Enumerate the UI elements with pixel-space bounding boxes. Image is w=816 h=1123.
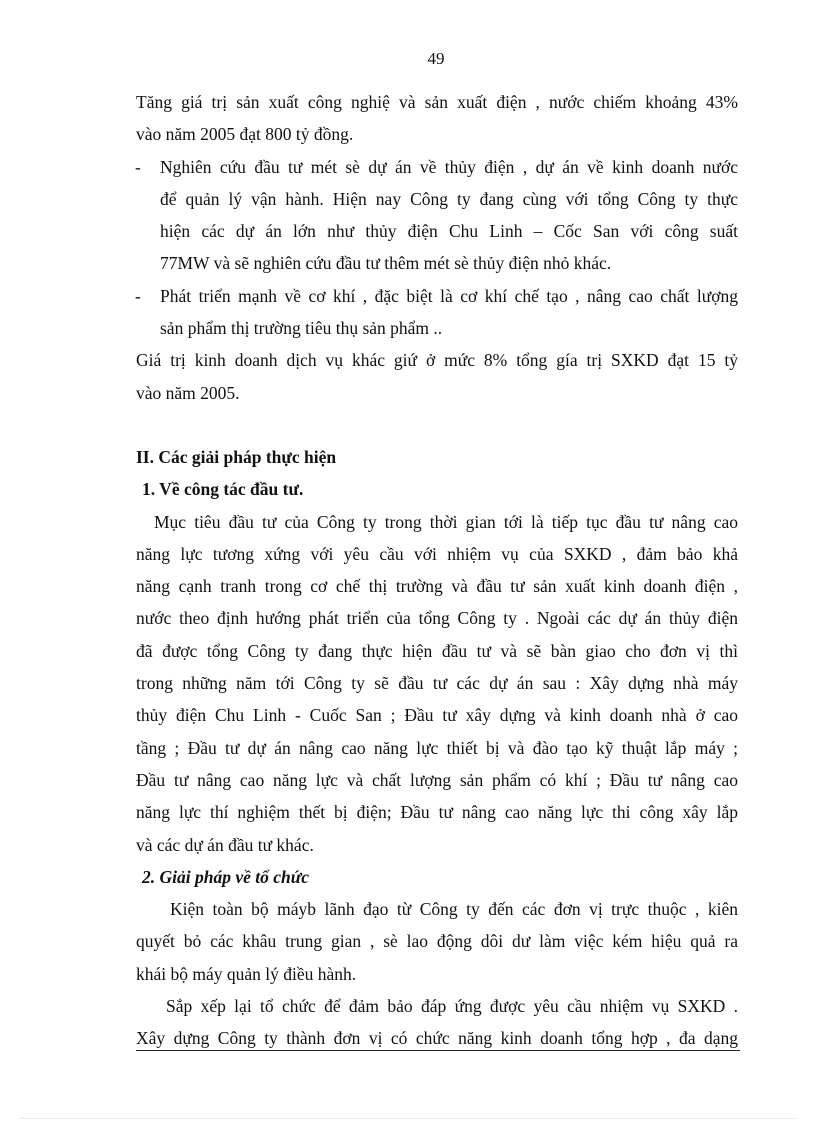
text-line: Mục tiêu đầu tư của Công ty trong thời gian tới là tiếp tục đầu tư nâng cao	[154, 511, 738, 532]
text-line: Giá trị kinh doanh dịch vụ khác giứ ở mức 8% tổng gía trị SXKD đạt 15 tỷ	[136, 350, 738, 371]
text-line: vào năm 2005 đạt 800 tỷ đồng.	[136, 124, 354, 145]
spacer	[136, 409, 738, 441]
paragraph-investment-goals	[136, 506, 738, 861]
bullet-mechanical-development	[136, 280, 738, 345]
paragraph-other-services	[136, 344, 738, 409]
text-line: Xây dựng Công ty thành đơn vị có chức năng kinh doanh tổng hợp , đa dạng	[136, 1028, 738, 1049]
text-line: Tăng giá trị sản xuất công nghiệ và sản xuất điện , nước chiếm khoảng 43%	[136, 92, 738, 112]
text-line: sản phẩm thị trường tiêu thụ sản phẩm ..	[160, 318, 443, 339]
text-line: năng cạnh tranh trong cơ chế thị trường và đầu tư sản xuất kinh doanh điện ,	[136, 576, 738, 597]
text-line: tầng ; Đầu tư dự án nâng cao năng lực thiết bị và đào tạo kỹ thuật lắp máy ;	[136, 737, 738, 758]
text-line: Đầu tư nâng cao năng lực và chất lượng sản phẩm có khí ; Đầu tư nâng cao	[136, 769, 738, 790]
paragraph-reorganization	[136, 990, 738, 1055]
section-heading-solutions: II. Các giải pháp thực hiện	[136, 446, 337, 467]
text-line: trong những năm tới Công ty sẽ đầu tư các dự án sau : Xây dựng nhà máy	[136, 673, 738, 694]
text-line: Nghiên cứu đầu tư mét sè dự án về thủy điện , dự án về kinh doanh nước	[160, 156, 738, 177]
document-body	[136, 86, 738, 1055]
subheading-organization: 2. Giải pháp về tổ chức	[142, 866, 309, 887]
text-line: vào năm 2005.	[136, 382, 240, 403]
subheading-investment: 1. Về công tác đầu tư.	[142, 479, 304, 500]
text-line: và các dự án đầu tư khác.	[136, 834, 314, 855]
paragraph-industrial-value	[136, 86, 738, 151]
footer-rule	[136, 1050, 740, 1051]
paragraph-leadership-restructure	[136, 893, 738, 990]
bullet-hydropower-research	[136, 151, 738, 280]
text-line: đã được tổng Công ty đang thực hiện đầu tư và sẽ bàn giao cho đơn vị thì	[136, 640, 738, 661]
text-line: Sắp xếp lại tổ chức để đảm bảo đáp ứng được yêu cầu nhiệm vụ SXKD .	[166, 996, 738, 1017]
page-bottom-border	[20, 1118, 796, 1119]
text-line: để quản lý vận hành. Hiện nay Công ty đang cùng với tổng Công ty thực	[160, 188, 738, 209]
bullet-dash: -	[135, 156, 141, 177]
text-line: năng lực tương xứng với yêu cầu với nhiệm vụ của SXKD , đảm bảo khả	[136, 543, 738, 564]
text-line: khái bộ máy quản lý điều hành.	[136, 963, 357, 984]
text-line: năng lực thí nghiệm thết bị điện; Đầu tư nâng cao năng lực thi công xây lắp	[136, 802, 738, 823]
text-line: Kiện toàn bộ máyb lãnh đạo từ Công ty đến các đơn vị trực thuộc , kiên	[170, 899, 738, 920]
text-line: hiện các dự án lớn như thủy điện Chu Linh – Cốc San với công suất	[160, 221, 738, 242]
text-line: Phát triển mạnh về cơ khí , đặc biệt là cơ khí chế tạo , nâng cao chất lượng	[160, 285, 738, 306]
page-number: 49	[427, 49, 445, 68]
text-line: quyết bỏ các khâu trung gian , sè lao động dôi dư làm việc kém hiệu quả ra	[136, 931, 738, 952]
text-line: thủy điện Chu Linh - Cuốc San ; Đầu tư xây dựng và kinh doanh nhà ở cao	[136, 705, 738, 726]
bullet-dash: -	[135, 285, 141, 306]
text-line: nước theo định hướng phát triển của tổng Công ty . Ngoài các dự án thủy điện	[136, 608, 738, 629]
text-line: 77MW và sẽ nghiên cứu đầu tư thêm mét sè thủy điện nhỏ khác.	[160, 253, 612, 274]
